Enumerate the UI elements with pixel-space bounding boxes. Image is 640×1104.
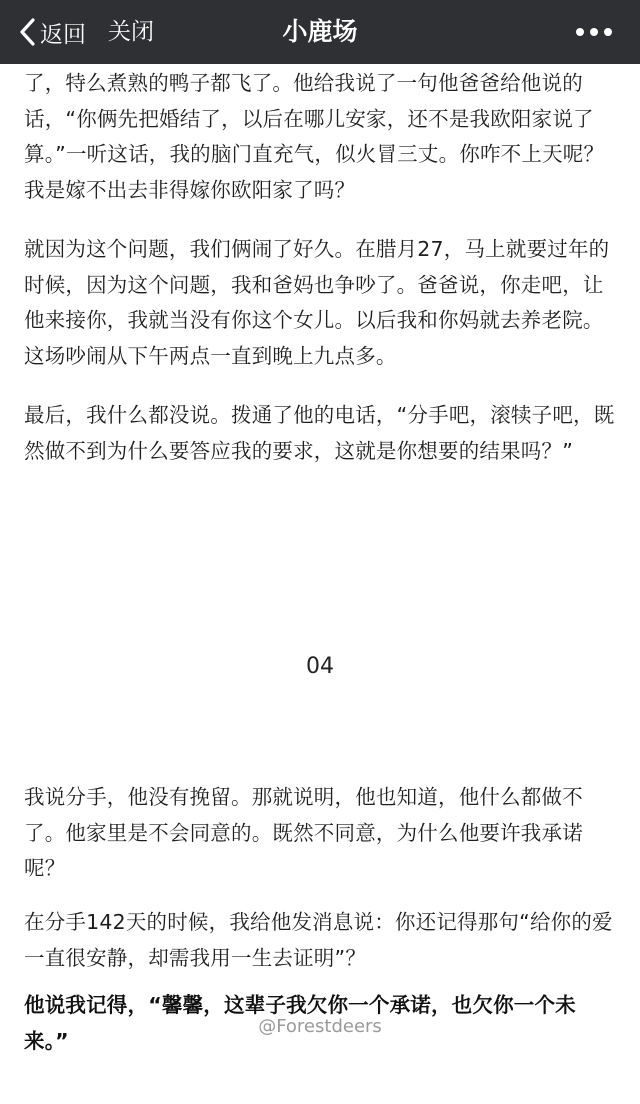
article-content <box>0 64 640 1104</box>
article-bold-paragraph: 他说我记得，“馨馨，这辈子我欠你一个承诺，也欠你一个未来。” <box>24 993 576 1053</box>
more-options-button[interactable] <box>574 22 614 42</box>
watermark: @Forestdeers <box>258 1016 382 1037</box>
nav-bar <box>0 0 640 64</box>
article-paragraph: 在分手142天的时候，我给他发消息说：你还记得那句“给你的爱一直很安静，却需我用一生去证明”？ <box>24 910 613 970</box>
article-paragraph: 我说分手，他没有挽留。那就说明，他也知道，他什么都做不了。他家里是不会同意的。既然不同意，为什么他要许我承诺呢？ <box>24 785 583 880</box>
more-dots-icon <box>574 22 614 42</box>
page-title: 小鹿场 <box>282 17 358 46</box>
article-paragraph: 就因为这个问题，我们俩闹了好久。在腊月27，马上就要过年的时候，因为这个问题，我和爸妈也争吵了。爸爸说，你走吧，让他来接你，我就当没有你这个女儿。以后我和你妈就去养老院。这场吵闹从下午两点一直到晚上九点多。 <box>24 237 610 368</box>
section-number: 04 <box>306 654 334 679</box>
back-label: 返回 <box>40 21 86 48</box>
close-button[interactable]: 关闭 <box>108 19 154 45</box>
article-paragraph: 了，特么煮熟的鸭子都飞了。他给我说了一句他爸爸给他说的话，“你俩先把婚结了，以后在哪儿安家，还不是我欧阳家说了算。”一听这话，我的脑门直充气，似火冒三丈。你咋不上天呢？我是嫁不出去非得嫁你欧阳家了吗？ <box>24 71 605 202</box>
article-paragraph: 最后，我什么都没说。拨通了他的电话，“分手吧，滚犊子吧，既然做不到为什么要答应我的要求，这就是你想要的结果吗？” <box>24 403 615 463</box>
back-button[interactable] <box>18 14 86 50</box>
chevron-left-icon <box>18 17 36 47</box>
